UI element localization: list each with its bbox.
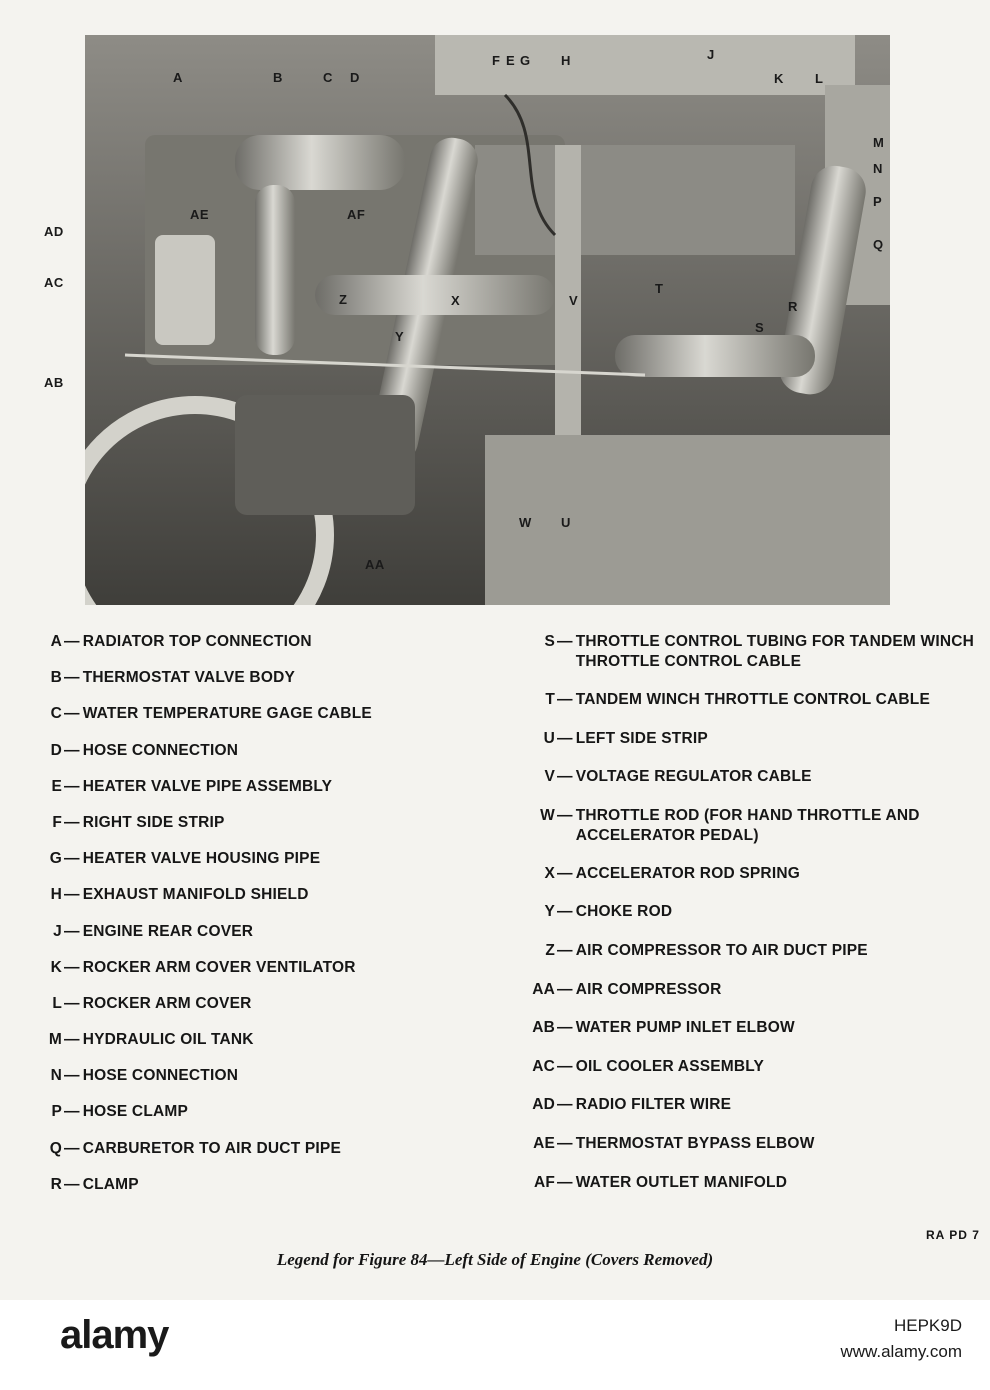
callout-AD: AD xyxy=(44,224,64,239)
legend-item: AD — RADIO FILTER WIRE xyxy=(515,1095,975,1134)
legend-desc: WATER OUTLET MANIFOLD xyxy=(575,1173,788,1191)
legend-item: X — ACCELERATOR ROD SPRING xyxy=(515,864,975,903)
legend-item: Z — AIR COMPRESSOR TO AIR DUCT PIPE xyxy=(515,941,975,980)
legend-desc: THROTTLE ROD (FOR HAND THROTTLE AND ACCELERATOR PEDAL) xyxy=(575,806,920,844)
legend-desc: EXHAUST MANIFOLD SHIELD xyxy=(82,886,309,904)
figure-caption: Legend for Figure 84—Left Side of Engine (Covers Removed) xyxy=(276,1250,714,1269)
legend-key: A xyxy=(50,633,62,650)
legend-desc: THERMOSTAT VALVE BODY xyxy=(82,669,296,687)
callout-G: G xyxy=(520,53,531,68)
legend-item: U — LEFT SIDE STRIP xyxy=(515,729,975,768)
legend-key: G xyxy=(49,850,62,868)
legend-desc: OIL COOLER ASSEMBLY xyxy=(575,1057,765,1075)
legend-key: P xyxy=(51,1103,62,1121)
legend-key: S xyxy=(544,633,555,650)
legend-key: AE xyxy=(533,1134,555,1152)
callout-AE: AE xyxy=(190,207,210,222)
callout-X: X xyxy=(451,293,461,308)
callout-AF: AF xyxy=(347,207,366,222)
callout-R: R xyxy=(788,299,798,314)
image-id-block xyxy=(840,1313,962,1365)
legend-item: N — HOSE CONNECTION xyxy=(44,1066,484,1102)
legend-desc: ACCELERATOR ROD SPRING xyxy=(575,864,800,882)
legend-desc: HOSE CLAMP xyxy=(82,1103,189,1121)
legend-key: AD xyxy=(532,1096,555,1114)
legend-key: W xyxy=(540,806,555,824)
legend-item: R — CLAMP xyxy=(44,1175,484,1211)
legend-item: AF — WATER OUTLET MANIFOLD xyxy=(515,1173,975,1212)
legend-desc: LEFT SIDE STRIP xyxy=(575,729,708,747)
legend-item: A — RADIATOR TOP CONNECTION xyxy=(44,632,484,668)
legend-item: W — THROTTLE ROD (FOR HAND THROTTLE AND ACCELERATOR PEDAL) xyxy=(515,806,975,864)
legend-key: M xyxy=(48,1031,62,1049)
callout-N: N xyxy=(873,161,883,176)
legend-key: Z xyxy=(545,941,555,959)
legend-item: L — ROCKER ARM COVER xyxy=(44,994,484,1030)
legend-item: AB — WATER PUMP INLET ELBOW xyxy=(515,1018,975,1057)
callout-L: L xyxy=(815,71,824,86)
legend-desc: CHOKE ROD xyxy=(575,903,673,921)
legend-desc: AIR COMPRESSOR xyxy=(575,980,722,998)
legend-item: G — HEATER VALVE HOUSING PIPE xyxy=(44,849,484,885)
callout-W: W xyxy=(519,515,532,530)
legend-key: AC xyxy=(532,1057,555,1075)
legend-item: S — THROTTLE CONTROL TUBING FOR TANDEM WINCH THROTTLE CONTROL CABLE xyxy=(515,632,975,690)
legend-key: AB xyxy=(532,1019,555,1037)
callout-V: V xyxy=(569,293,579,308)
legend-desc: HEATER VALVE PIPE ASSEMBLY xyxy=(82,777,333,795)
legend-key: C xyxy=(50,705,62,723)
callout-H: H xyxy=(561,53,571,68)
legend-key: Y xyxy=(544,903,555,921)
legend-key: V xyxy=(544,768,555,786)
legend-key: J xyxy=(53,922,62,940)
legend-key: K xyxy=(50,958,62,976)
legend-key: X xyxy=(544,864,555,882)
callout-Q: Q xyxy=(873,237,884,252)
legend-item: M — HYDRAULIC OIL TANK xyxy=(44,1030,484,1066)
legend-key: B xyxy=(50,669,62,687)
callout-Z: Z xyxy=(339,292,348,307)
legend-item: AE — THERMOSTAT BYPASS ELBOW xyxy=(515,1134,975,1173)
legend-desc: AIR COMPRESSOR TO AIR DUCT PIPE xyxy=(575,941,868,959)
legend-item: D — HOSE CONNECTION xyxy=(44,741,484,777)
legend-item: Q — CARBURETOR TO AIR DUCT PIPE xyxy=(44,1139,484,1175)
legend-item: F — RIGHT SIDE STRIP xyxy=(44,813,484,849)
engine-photograph xyxy=(85,35,890,605)
image-id: HEPK9D xyxy=(893,1316,962,1335)
legend-desc: RIGHT SIDE STRIP xyxy=(82,813,225,831)
legend-item: T — TANDEM WINCH THROTTLE CONTROL CABLE xyxy=(515,690,975,729)
legend-item: AA — AIR COMPRESSOR xyxy=(515,980,975,1019)
legend-desc: ROCKER ARM COVER xyxy=(82,994,252,1012)
callout-M: M xyxy=(873,135,885,150)
legend-item: J — ENGINE REAR COVER xyxy=(44,922,484,958)
legend-item: Y — CHOKE ROD xyxy=(515,902,975,941)
legend-key: E xyxy=(51,777,62,795)
callout-B: B xyxy=(273,70,283,85)
legend-key: AA xyxy=(532,980,555,998)
legend-key: L xyxy=(52,994,62,1012)
legend-item: H — EXHAUST MANIFOLD SHIELD xyxy=(44,885,484,921)
legend-item: E — HEATER VALVE PIPE ASSEMBLY xyxy=(44,777,484,813)
legend-key: U xyxy=(543,729,555,747)
legend-desc: RADIO FILTER WIRE xyxy=(575,1096,732,1114)
callout-K: K xyxy=(774,71,784,86)
reference-code: RA PD 7 xyxy=(926,1228,980,1242)
legend-desc: THERMOSTAT BYPASS ELBOW xyxy=(575,1134,815,1152)
legend-item: C — WATER TEMPERATURE GAGE CABLE xyxy=(44,704,484,740)
callout-Y: Y xyxy=(395,329,405,344)
legend-key: N xyxy=(50,1067,62,1085)
legend-item: K — ROCKER ARM COVER VENTILATOR xyxy=(44,958,484,994)
legend-key: H xyxy=(50,886,62,904)
callout-E: E xyxy=(506,53,516,68)
legend-item: AC — OIL COOLER ASSEMBLY xyxy=(515,1057,975,1096)
legend-key: AF xyxy=(533,1173,555,1191)
legend-right-column xyxy=(515,632,975,1211)
callout-AC: AC xyxy=(44,275,64,290)
legend-key: D xyxy=(50,741,62,759)
legend-desc: RADIATOR TOP CONNECTION xyxy=(82,633,312,650)
legend-item: V — VOLTAGE REGULATOR CABLE xyxy=(515,767,975,806)
legend-desc: WATER PUMP INLET ELBOW xyxy=(575,1019,795,1037)
legend-left-column xyxy=(44,632,484,1211)
site-url: www.alamy.com xyxy=(840,1342,962,1361)
callout-U: U xyxy=(561,515,571,530)
callout-S: S xyxy=(755,320,765,335)
legend-desc: ENGINE REAR COVER xyxy=(82,922,254,940)
legend-key: F xyxy=(52,813,62,831)
legend-desc: TANDEM WINCH THROTTLE CONTROL CABLE xyxy=(575,691,930,708)
engine-illustration xyxy=(85,35,890,605)
legend-desc: WATER TEMPERATURE GAGE CABLE xyxy=(82,705,372,723)
callout-F: F xyxy=(492,53,501,68)
callout-AA: AA xyxy=(365,557,385,572)
legend-desc: ROCKER ARM COVER VENTILATOR xyxy=(82,958,356,976)
legend-desc: HYDRAULIC OIL TANK xyxy=(82,1031,254,1049)
legend-desc: HOSE CONNECTION xyxy=(82,1067,239,1085)
callout-C: C xyxy=(323,70,333,85)
legend-key: Q xyxy=(49,1139,62,1157)
callout-D: D xyxy=(350,70,360,85)
callout-J: J xyxy=(707,47,715,62)
alamy-logo: alamy xyxy=(60,1313,169,1357)
legend-desc: THROTTLE CONTROL TUBING FOR TANDEM WINCH THROTTLE CONTROL CABLE xyxy=(575,633,975,670)
legend-desc: HEATER VALVE HOUSING PIPE xyxy=(82,850,321,868)
legend-key: T xyxy=(545,691,555,708)
callout-AB: AB xyxy=(44,375,64,390)
legend-item: B — THERMOSTAT VALVE BODY xyxy=(44,668,484,704)
legend-item: P — HOSE CLAMP xyxy=(44,1102,484,1138)
legend-desc: CLAMP xyxy=(82,1175,139,1193)
callout-A: A xyxy=(173,70,183,85)
legend-desc: CARBURETOR TO AIR DUCT PIPE xyxy=(82,1139,341,1157)
legend-desc: HOSE CONNECTION xyxy=(82,741,239,759)
callout-T: T xyxy=(655,281,664,296)
legend-desc: VOLTAGE REGULATOR CABLE xyxy=(575,768,812,786)
legend-key: R xyxy=(50,1175,62,1193)
callout-P: P xyxy=(873,194,883,209)
